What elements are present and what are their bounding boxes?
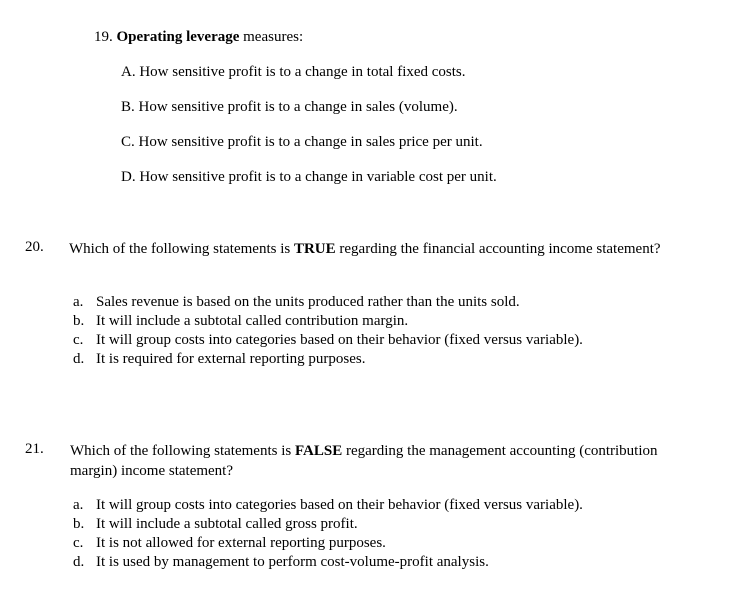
question-21-option-a[interactable]: It will group costs into categories based on their behavior (fixed versus variable).: [96, 497, 583, 513]
option-letter: b.: [73, 516, 85, 532]
question-stem-text: measures:: [239, 29, 304, 45]
option-letter: a.: [73, 497, 84, 513]
question-stem-text: Which of the following statements is: [69, 241, 294, 257]
option-letter: c.: [73, 535, 84, 551]
option-letter: b.: [73, 313, 85, 329]
option-letter: a.: [73, 294, 84, 310]
question-19-option-b[interactable]: B. How sensitive profit is to a change in sales (volume).: [121, 99, 458, 115]
question-20-stem: [69, 239, 669, 259]
question-21-option-c[interactable]: It is not allowed for external reporting purposes.: [96, 535, 386, 551]
question-keyword: FALSE: [294, 443, 343, 459]
question-20-number: 20.: [25, 239, 44, 255]
question-21-option-d[interactable]: It is used by management to perform cost-volume-profit analysis.: [96, 554, 489, 570]
option-letter: c.: [73, 332, 84, 348]
option-letter: d.: [73, 351, 85, 367]
question-stem-text: regarding the management accounting (contribution margin) income statement?: [70, 443, 658, 479]
question-stem-text: regarding the financial accounting income statement?: [335, 241, 661, 257]
question-20-option-c[interactable]: It will group costs into categories based on their behavior (fixed versus variable).: [96, 332, 583, 348]
question-21-number: 21.: [25, 441, 44, 457]
question-19-stem: [94, 29, 303, 46]
question-21-option-b[interactable]: It will include a subtotal called gross profit.: [96, 516, 358, 532]
question-stem-text: Which of the following statements is: [70, 443, 295, 459]
question-keyword: Operating leverage: [116, 29, 240, 45]
question-keyword: TRUE: [293, 241, 336, 257]
option-letter: d.: [73, 554, 85, 570]
question-21-stem: [70, 441, 670, 481]
question-20-option-b[interactable]: It will include a subtotal called contribution margin.: [96, 313, 409, 329]
question-19-option-a[interactable]: A. How sensitive profit is to a change in total fixed costs.: [121, 64, 466, 80]
question-19-option-c[interactable]: C. How sensitive profit is to a change in sales price per unit.: [121, 134, 483, 150]
question-number: 19.: [94, 29, 113, 45]
question-19-option-d[interactable]: D. How sensitive profit is to a change in variable cost per unit.: [121, 169, 497, 185]
question-20-option-d[interactable]: It is required for external reporting purposes.: [96, 351, 366, 367]
question-20-option-a[interactable]: Sales revenue is based on the units produced rather than the units sold.: [96, 294, 520, 310]
